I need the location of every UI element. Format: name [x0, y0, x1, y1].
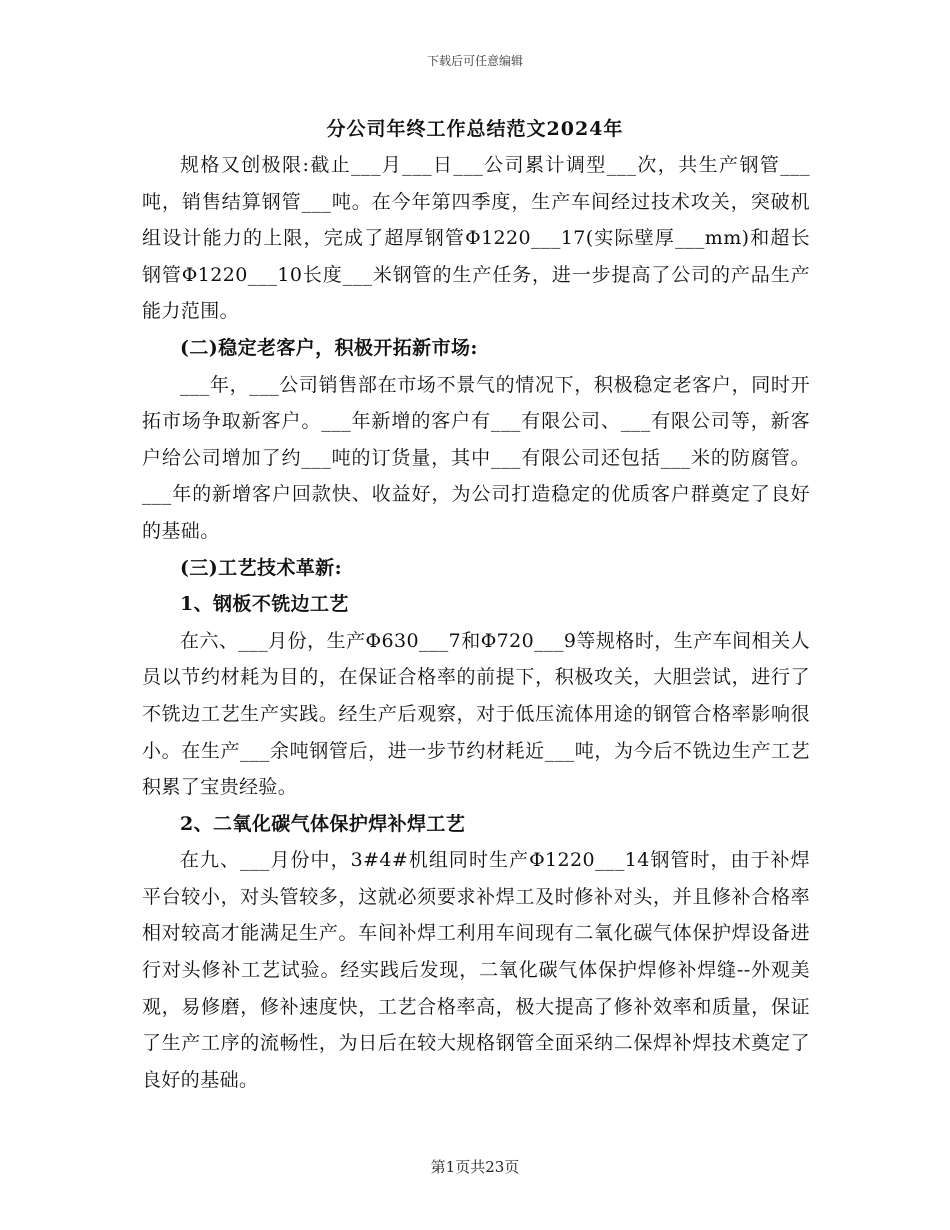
subheading-no-edge-milling: 1、钢板不铣边工艺	[180, 593, 349, 616]
paragraph-spec-limit: 规格又创极限:截止___月___日___公司累计调型___次，共生产钢管___吨，销售结算钢管___吨。在今年第四季度，生产车间经过技术攻关，突破机组设计能力的上限，完成了超厚钢管Φ1220___17(实际壁厚___mm)和超长钢管Φ1220___10长度___米钢管的生产任务，进一步提高了公司的产品生产能力范围。	[142, 154, 810, 323]
section-heading-tech-innovation: (三)工艺技术革新:	[180, 556, 342, 579]
section-heading-customers: (二)稳定老客户，积极开拓新市场:	[180, 336, 478, 359]
header-note: 下载后可任意编辑	[426, 54, 523, 68]
paragraph-no-edge-milling: 在六、___月份，生产Φ630___7和Φ720___9等规格时，生产车间相关人员以节约材耗为目的，在保证合格率的前提下，积极攻关，大胆尝试，进行了不铣边工艺生产实践。经生产后观察，对于低压流体用途的钢管合格率影响很小。在生产___余吨钢管后，进一步节约材耗近___吨，为今后不铣边生产工艺积累了宝贵经验。	[142, 629, 810, 799]
subheading-co2-welding: 2、二氧化碳气体保护焊补焊工艺	[180, 812, 466, 835]
paragraph-customers: ___年，___公司销售部在市场不景气的情况下，积极稳定老客户，同时开拓市场争取新客户。___年新增的客户有___有限公司、___有限公司等，新客户给公司增加了约___吨的订货量，其中___有限公司还包括___米的防腐管。___年的新增客户回款快、收益好，为公司打造稳定的优质客户群奠定了良好的基础。	[142, 373, 810, 542]
paragraph-co2-welding: 在九、___月份中，3#4#机组同时生产Φ1220___14钢管时，由于补焊平台较小，对头管较多，这就必须要求补焊工及时修补对头，并且修补合格率相对较高才能满足生产。车间补焊工利用车间现有二氧化碳气体保护焊设备进行对头修补工艺试验。经实践后发现，二氧化碳气体保护焊修补焊缝--外观美观，易修磨，修补速度快，工艺合格率高，极大提高了修补效率和质量，保证了生产工序的流畅性，为日后在较大规格钢管全面采纳二保焊补焊技术奠定了良好的基础。	[142, 849, 810, 1091]
document-title: 分公司年终工作总结范文2024年	[326, 118, 624, 140]
document-body	[142, 147, 810, 1098]
page-number: 第1页共23页	[430, 1158, 520, 1176]
